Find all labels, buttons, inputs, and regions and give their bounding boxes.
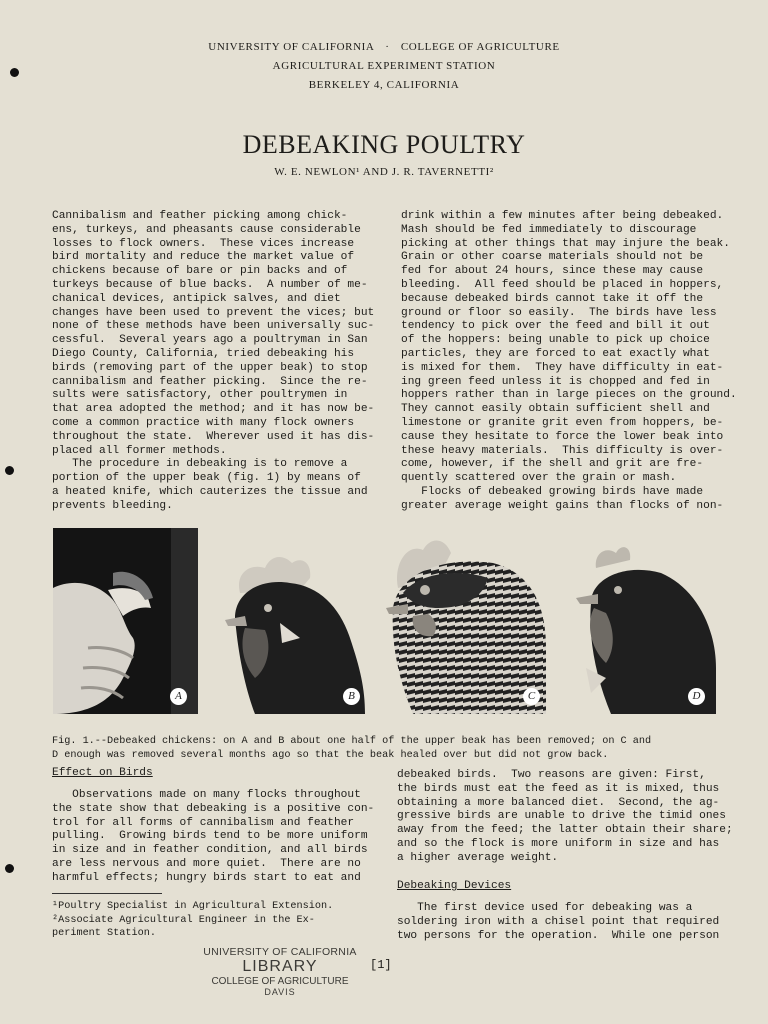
footnotes: ¹Poultry Specialist in Agricultural Extension. ²Associate Agricultural Engineer in the Ex- periment Station. xyxy=(52,901,334,939)
stamp-library: LIBRARY xyxy=(242,958,318,975)
figure-label-c: C xyxy=(523,688,540,705)
figure-photo-c xyxy=(383,528,546,714)
header-separator: · xyxy=(385,41,390,53)
binding-hole-mark-top xyxy=(10,68,19,77)
footnote-rule xyxy=(52,893,162,894)
figure-label-b: B xyxy=(343,688,360,705)
header-line-1 xyxy=(0,41,768,53)
document-title: DEBEAKING POULTRY xyxy=(242,130,526,159)
library-stamp xyxy=(195,946,365,997)
intro-text-right: drink within a few minutes after being debeaked. Mash should be fed immediately to discourage picking at other things that may injure the beak. Grain or other coarse materials should not be fed for about 24 hours, since these may cause bleeding. All feed should be placed in hoppers, because debeaked birds cannot take it off the ground or floor so easily. The birds have less tendency to pick over the feed and bill it out of the hoppers: being unable to pick up choice particles, they are forced to eat exactly what is mixed for them. They have difficulty in eat- ing green feed unless it is chopped and fed in hoppers rather than in large pieces on the ground. They cannot easily obtain sufficient shell and limestone or granite grit even from hoppers, be- cause they hesitate to force the lower beak into these heavy materials. This difficulty is over- come, however, if the shell and grit are fre- quently scattered over the grain or mash. Flocks of debeaked growing birds have made greater average weight gains than flocks of non- xyxy=(401,210,737,512)
figure-photo-a xyxy=(53,528,198,714)
heading-debeaking-devices: Debeaking Devices xyxy=(397,880,512,892)
header-location: BERKELEY 4, CALIFORNIA xyxy=(308,79,460,91)
document-authors: W. E. NEWLON¹ AND J. R. TAVERNETTI² xyxy=(274,166,494,178)
effect-on-birds-text: Observations made on many flocks throughout the state show that debeaking is a positive con- trol for all forms of cannibalism and feather pulling. Growing birds tend to be more uniform in size and in feather condition, and all birds are less nervous and more quiet. There are no harmful effects; hungry birds start to eat and xyxy=(52,789,375,884)
figure-caption-line-2: D enough was removed several months ago so that the beak healed over but did not grow back. xyxy=(52,749,609,761)
stamp-davis: DAVIS xyxy=(264,987,296,997)
weight-gain-text: debeaked birds. Two reasons are given: First, the birds must eat the feed as it is mixed, thus obtaining a more balanced diet. Second, the ag- gressive birds are unable to drive the timid ones away from the feed; the latter obtain their share; and so the flock is more uniform in size and has a higher average weight. xyxy=(397,769,733,864)
figure-caption xyxy=(52,735,651,762)
figure-caption-line-1: Fig. 1.--Debeaked chickens: on A and B about one half of the upper beak has been removed; on C and xyxy=(52,736,652,747)
figure-label-d: D xyxy=(688,688,705,705)
figure-photo-d xyxy=(566,528,716,714)
heading-effect-on-birds: Effect on Birds xyxy=(52,767,153,779)
page-number: [1] xyxy=(370,958,392,972)
header-station: AGRICULTURAL EXPERIMENT STATION xyxy=(272,60,496,72)
debeaking-devices-text: The first device used for debeaking was a soldering iron with a chisel point that required two persons for the operation. While one person xyxy=(397,902,720,942)
header-college: COLLEGE OF AGRICULTURE xyxy=(400,41,560,53)
intro-text-left: Cannibalism and feather picking among chick- ens, turkeys, and pheasants cause considerable losses to flock owners. These vices increase bird mortality and reduce the market value of chickens because of bare or pin backs and of turkeys because of blue backs. A number of me- chanical devices, antipick salves, and diet changes have been used to prevent the vices; but none of these methods have been universally suc- cessful. Several years ago a poultryman in San Diego County, California, tried debeaking his birds (removing part of the upper beak) to stop cannibalism and feather picking. Since the re- sults were satisfactory, other poultrymen in that area adopted the method; and it has now be- come a common practice with many flock owners throughout the state. Wherever used it has dis- placed all former methods. The procedure in debeaking is to remove a portion of the upper beak (fig. 1) by means of a heated knife, which cauterizes the tissue and prevents bleeding. xyxy=(52,210,375,512)
figure-label-a: A xyxy=(170,688,187,705)
binding-hole-mark-middle xyxy=(5,466,14,475)
binding-hole-mark-bottom xyxy=(5,864,14,873)
stamp-university: UNIVERSITY OF CALIFORNIA xyxy=(203,946,357,958)
figure-photo-b xyxy=(220,528,365,714)
header-university: UNIVERSITY OF CALIFORNIA xyxy=(208,41,374,53)
stamp-college: COLLEGE OF AGRICULTURE xyxy=(211,976,349,987)
